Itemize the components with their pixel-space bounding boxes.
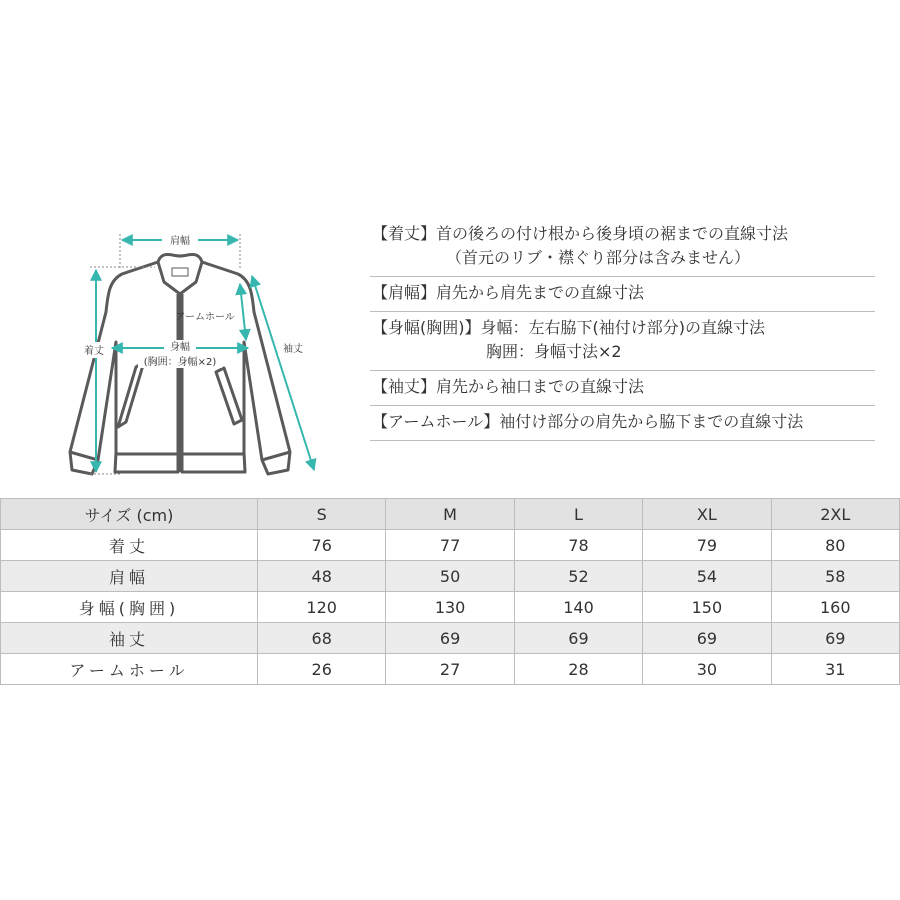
collar-tag	[172, 268, 188, 276]
note-line: 胸囲：身幅寸法×2	[486, 342, 622, 361]
table-header-cell: M	[386, 499, 514, 530]
table-cell: 58	[771, 561, 899, 592]
table-row	[1, 561, 900, 592]
right-cuff	[262, 452, 290, 460]
button	[177, 371, 183, 377]
table-cell: 68	[258, 623, 386, 654]
sleeve-arrow	[252, 276, 314, 470]
row-label: アームホール	[1, 654, 258, 685]
table-header-cell: L	[514, 499, 642, 530]
left-cuff	[70, 452, 98, 460]
table-cell: 69	[514, 623, 642, 654]
table-cell: 31	[771, 654, 899, 685]
note-sleeve	[370, 371, 875, 406]
body-label: 身幅	[170, 342, 190, 353]
row-label: 着丈	[1, 530, 258, 561]
right-pocket	[216, 368, 242, 424]
table-cell: 130	[386, 592, 514, 623]
note-armhole	[370, 406, 875, 441]
row-label: 身幅(胸囲)	[1, 592, 258, 623]
row-label: 肩幅	[1, 561, 258, 592]
table-header-cell: S	[258, 499, 386, 530]
note-line: 【アームホール】袖付け部分の肩先から脇下までの直線寸法	[372, 412, 804, 431]
note-line: 【着丈】首の後ろの付け根から後身頃の裾までの直線寸法	[372, 224, 789, 243]
button	[177, 433, 183, 439]
table-cell: 77	[386, 530, 514, 561]
table-cell: 28	[514, 654, 642, 685]
note-line: 【袖丈】肩先から袖口までの直線寸法	[372, 377, 645, 396]
left-pocket	[118, 362, 144, 427]
jacket-measurement-diagram	[50, 222, 350, 487]
armhole-arrow	[240, 284, 246, 340]
jacket-diagram-svg	[50, 222, 350, 487]
note-body-width	[370, 312, 875, 371]
shoulder-label: 肩幅	[170, 236, 190, 247]
table-cell: 79	[643, 530, 771, 561]
table-cell: 76	[258, 530, 386, 561]
button	[177, 403, 183, 409]
table-cell: 69	[386, 623, 514, 654]
table-row	[1, 623, 900, 654]
table-cell: 27	[386, 654, 514, 685]
table-cell: 78	[514, 530, 642, 561]
table-header-cell: サイズ (cm)	[1, 499, 258, 530]
button	[177, 459, 183, 465]
size-table	[0, 498, 900, 685]
table-cell: 120	[258, 592, 386, 623]
body-sub-label: (胸囲：身幅×2)	[143, 357, 217, 368]
table-cell: 80	[771, 530, 899, 561]
table-cell: 48	[258, 561, 386, 592]
table-cell: 160	[771, 592, 899, 623]
table-header-cell: 2XL	[771, 499, 899, 530]
table-cell: 26	[258, 654, 386, 685]
note-length	[370, 218, 875, 277]
table-cell: 140	[514, 592, 642, 623]
table-header-row	[1, 499, 900, 530]
table-cell: 54	[643, 561, 771, 592]
collar-shape	[158, 255, 202, 295]
measurement-notes	[370, 218, 875, 441]
table-row	[1, 592, 900, 623]
note-shoulder	[370, 277, 875, 312]
row-label: 袖丈	[1, 623, 258, 654]
table-cell: 52	[514, 561, 642, 592]
table-cell: 30	[643, 654, 771, 685]
length-label: 着丈	[84, 346, 104, 357]
table-cell: 150	[643, 592, 771, 623]
table-row	[1, 654, 900, 685]
note-line: （首元のリブ・襟ぐり部分は含みません）	[446, 248, 751, 267]
table-row	[1, 530, 900, 561]
sleeve-label: 袖丈	[283, 344, 303, 355]
table-header-cell: XL	[643, 499, 771, 530]
table-cell: 69	[771, 623, 899, 654]
note-line: 【身幅(胸囲)】身幅：左右脇下(袖付け部分)の直線寸法	[372, 318, 765, 337]
armhole-label: アームホール	[175, 312, 235, 323]
table-cell: 50	[386, 561, 514, 592]
note-line: 【肩幅】肩先から肩先までの直線寸法	[372, 283, 645, 302]
table-cell: 69	[643, 623, 771, 654]
